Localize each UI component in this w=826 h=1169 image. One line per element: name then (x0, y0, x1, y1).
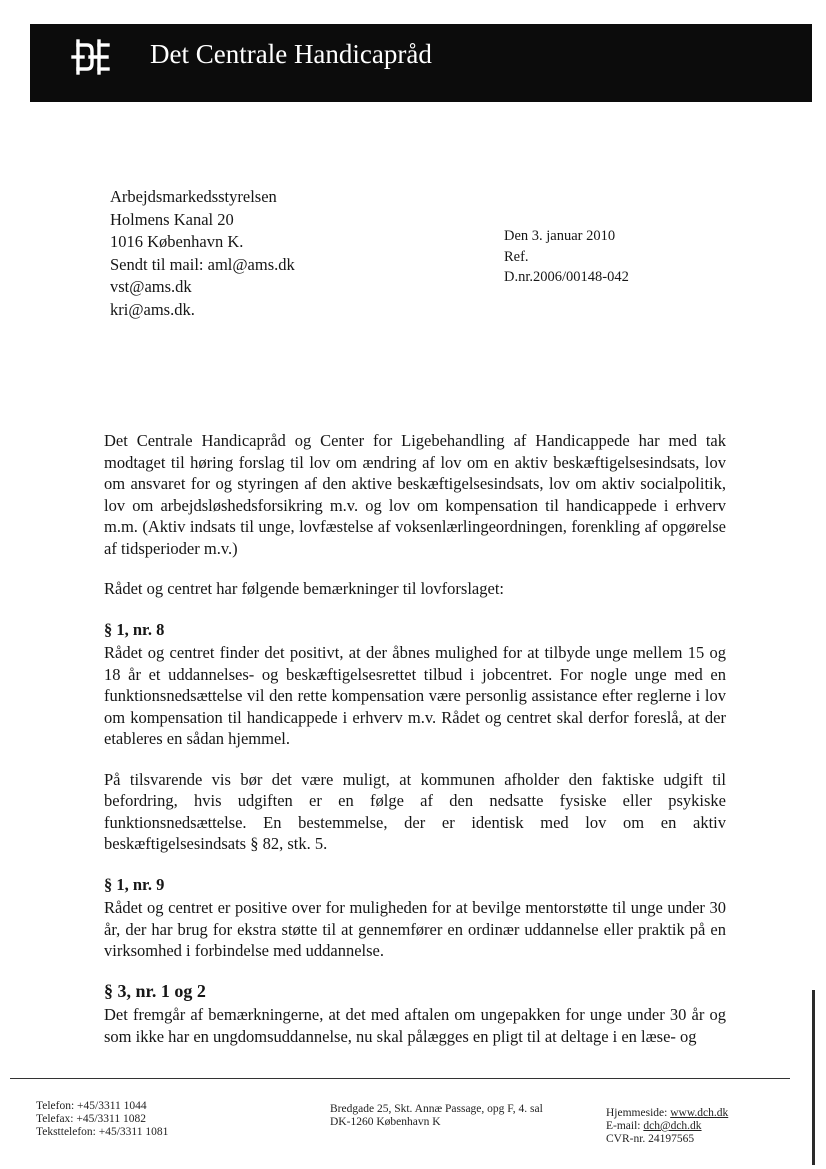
website-link[interactable]: www.dch.dk (670, 1107, 729, 1119)
letter-body (104, 430, 726, 1066)
intro-paragraph: Det Centrale Handicapråd og Center for Ligebehandling af Handicappede har med tak modtaget til høring forslag til lov om ændring af lov om en aktiv beskæftigelsesindsats, lov om ansvaret for og styringen af den aktive beskæftigelsesindsats, lov om aktiv socialpolitik, lov om arbejdsløshedsforsikring m.v. og lov om kompensation til handicappede i erhverv m.m. (Aktiv indsats til unge, lovfæstelse af voksenlærlingeordningen, forenkling af opgørelse af tidsperioder m.v.) (104, 431, 726, 558)
organization-name: Det Centrale Handicapråd (150, 39, 432, 69)
email-link[interactable]: dch@dch.dk (643, 1120, 702, 1132)
section-heading: § 3, nr. 1 og 2 (104, 980, 206, 1001)
section-paragraph: Det fremgår af bemærkningerne, at det med aftalen om ungepakken for unge under 30 år og som ikke har en ungdomsuddannelse, nu skal pålægges en pligt til at deltage i en læse- og (104, 1005, 726, 1046)
footer-fax: Telefax: +45/3311 1082 (36, 1113, 147, 1125)
recipient-street: Holmens Kanal 20 (110, 209, 234, 229)
recipient-mail-kri: kri@ams.dk. (110, 299, 195, 319)
recipient-city: 1016 København K. (110, 232, 244, 251)
letter-date: Den 3. januar 2010 (504, 228, 616, 244)
ref-label: Ref. (504, 248, 529, 265)
dch-logo-icon (70, 37, 112, 77)
footer-address-line: DK-1260 København K (330, 1116, 441, 1128)
footer-address-line: Bredgade 25, Skt. Annæ Passage, opg F, 4. sal (330, 1103, 543, 1115)
recipient-mail-vst: vst@ams.dk (110, 277, 192, 296)
footer-address (330, 1103, 543, 1129)
footer-phone: Telefon: +45/3311 1044 (36, 1100, 147, 1112)
section-paragraph: Rådet og centret er positive over for muligheden for at bevilge mentorstøtte til unge under 30 år, der har brug for ekstra støtte til at gennemfører en ordinær uddannelse eller praktik på en virksomhed i forbindelse med uddannelse. (104, 898, 726, 960)
header-banner (30, 24, 812, 102)
section-heading: § 1, nr. 9 (104, 874, 165, 894)
footer-web (606, 1107, 728, 1146)
recipient-name: Arbejdsmarkedsstyrelsen (110, 187, 277, 206)
recipient-address (110, 186, 295, 321)
scan-edge (812, 990, 815, 1165)
case-number: D.nr.2006/00148-042 (504, 269, 629, 285)
section-heading: § 1, nr. 8 (104, 619, 165, 639)
recipient-mail-line: Sendt til mail: aml@ams.dk (110, 254, 295, 274)
section-paragraph: På tilsvarende vis bør det være muligt, at kommunen afholder den faktiske udgift til befordring, hvis udgiften er en følge af den nedsatte fysiske eller psykiske funktionsnedsættelse. En bestemmelse, der er identisk med lov om en aktiv beskæftigelsesindsats § 82, stk. 5. (104, 769, 726, 853)
website-label: Hjemmeside: (606, 1107, 671, 1119)
email-label: E-mail: (606, 1120, 644, 1132)
section-paragraph: Rådet og centret finder det positivt, at der åbnes mulighed for at tilbyde unge mellem 15 og 18 år et uddannelses- og beskæftigelsesrettet tilbud i jobcentret. For nogle unge med en funktionsnedsættelse vil den rette kompensation være personlig assistance efter reglerne i lov om kompensation til handicappede i erhverv m.v. Rådet og centret skal derfor foreslå, at der etableres en sådan hjemmel. (104, 643, 726, 748)
footer-textphone: Teksttelefon: +45/3311 1081 (36, 1126, 169, 1138)
footer-cvr: CVR-nr. 24197565 (606, 1133, 695, 1145)
footer-divider (10, 1078, 790, 1079)
footer-contact (36, 1100, 168, 1139)
remarks-intro: Rådet og centret har følgende bemærkninger til lovforslaget: (104, 579, 504, 598)
letter-meta (504, 226, 629, 288)
